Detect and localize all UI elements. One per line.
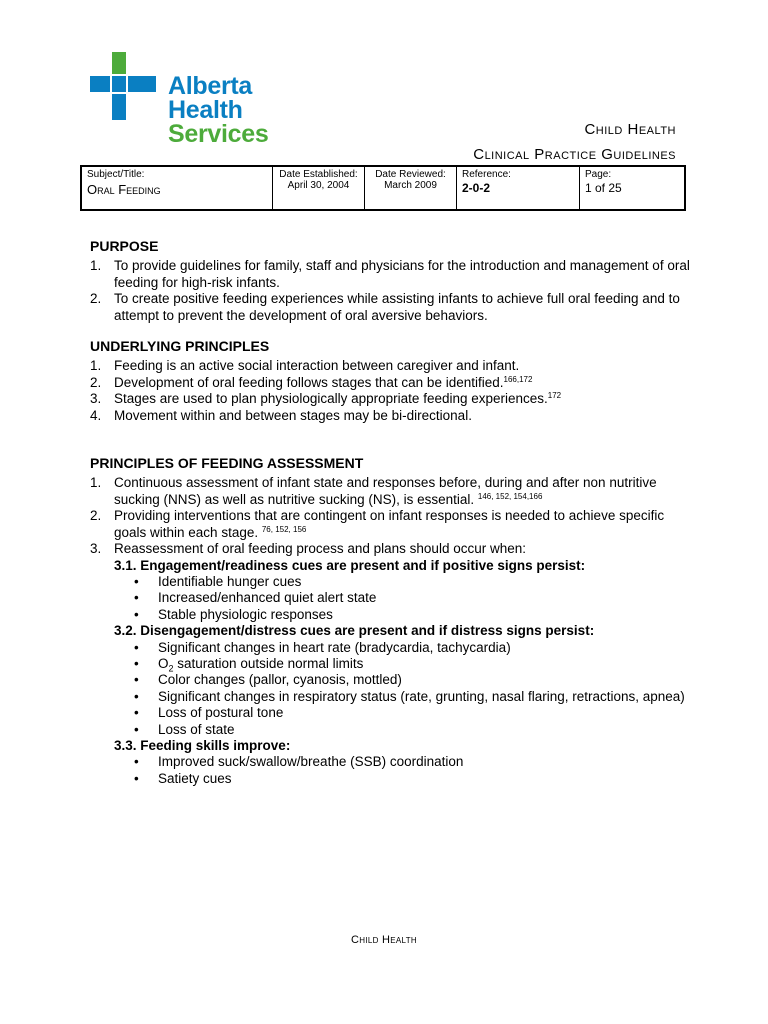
citation: 76, 152, 156 (261, 524, 307, 534)
assessment-heading: PRINCIPLES OF FEEDING ASSESSMENT (90, 455, 364, 472)
logo-wordmark (168, 74, 330, 146)
page-label: Page: (585, 169, 612, 180)
reviewed-value: March 2009 (384, 180, 437, 191)
bullet-item: • Loss of postural tone (134, 705, 690, 721)
citation: 146, 152, 154,166 (477, 491, 543, 501)
principle-item: 1. Feeding is an active social interaction between caregiver and infant. (90, 358, 520, 374)
purpose-item: 2. To create positive feeding experiences while assisting infants to achieve full oral feeding and to attempt to prevent the development of oral aversive behaviors. (90, 291, 680, 323)
bullet-item: • Identifiable hunger cues (134, 574, 690, 590)
distress-bullets (90, 640, 690, 738)
bullet-item: • Satiety cues (134, 771, 690, 787)
bullet-item: • Stable physiologic responses (134, 607, 690, 623)
bullet-item: • Improved suck/swallow/breathe (SSB) coordination (134, 754, 690, 770)
principle-item: 4. Movement within and between stages may be bi-directional. (90, 407, 472, 423)
reference-label: Reference: (462, 169, 511, 180)
logo-line-1: Alberta Health (168, 72, 253, 124)
reviewed-label: Date Reviewed: (375, 169, 446, 180)
purpose-list (90, 258, 690, 324)
header-department: Child Health (584, 121, 676, 138)
established-label: Date Established: (279, 169, 358, 180)
established-cell (273, 166, 365, 210)
subsection-skills-title: 3.3. Feeding skills improve: (114, 737, 291, 753)
assessment-item: 2. Providing interventions that are contingent on infant responses is needed to achieve specific goals within each stage. $^{76, 152, 156}$ (90, 508, 665, 540)
assessment-item: 3. Reassessment of oral feeding process and plans should occur when: (90, 541, 526, 557)
bullet-item: • Increased/enhanced quiet alert state (134, 590, 690, 606)
principles-list (90, 358, 690, 424)
principle-item: 3. Stages are used to plan physiologically appropriate feeding experiences.$^{172}$ (90, 391, 562, 407)
page-value: 1 of 25 (585, 181, 622, 195)
reference-value: 2-0-2 (462, 181, 491, 195)
citation: 166,172 (503, 374, 533, 384)
bullet-item: • $O_2$ saturation outside normal limits (134, 656, 690, 672)
reference-cell (457, 166, 580, 210)
document-info-table (80, 165, 686, 211)
citation: 172 (547, 391, 562, 401)
document-body (90, 238, 690, 787)
subsection-engagement-title: 3.1. Engagement/readiness cues are present and if positive signs persist: (114, 557, 586, 573)
principles-heading: UNDERLYING PRINCIPLES (90, 338, 270, 355)
ahs-logo (90, 52, 330, 148)
logo-line-2: Services (168, 120, 269, 148)
page-cell (580, 166, 686, 210)
bullet-item: • Color changes (pallor, cyanosis, mottled) (134, 672, 690, 688)
skills-bullets (90, 754, 690, 787)
engagement-bullets (90, 574, 690, 623)
page-footer: Child Health (351, 934, 417, 946)
subsection-distress-title: 3.2. Disengagement/distress cues are present and if distress signs persist: (114, 623, 595, 639)
subject-label: Subject/Title: (87, 169, 145, 180)
purpose-item: 1. To provide guidelines for family, staff and physicians for the introduction and management of oral feeding for high-risk infants. (90, 258, 690, 290)
bullet-item: • Loss of state (134, 722, 690, 738)
header-doc-type: Clinical Practice Guidelines (473, 146, 676, 163)
established-value: April 30, 2004 (287, 180, 350, 191)
ahs-cross-icon (90, 52, 160, 122)
subject-cell (81, 166, 273, 210)
purpose-heading: PURPOSE (90, 238, 159, 254)
assessment-list (90, 475, 690, 557)
principle-item: 2. Development of oral feeding follows stages that can be identified.$^{166,172}$ (90, 374, 533, 390)
bullet-item: • Significant changes in heart rate (bradycardia, tachycardia) (134, 640, 690, 656)
bullet-item: • Significant changes in respiratory status (rate, grunting, nasal flaring, retractions, apnea) (134, 689, 690, 705)
subject-value: Oral Feeding (87, 182, 161, 197)
reviewed-cell (365, 166, 457, 210)
assessment-item: 1. Continuous assessment of infant state and responses before, during and after non nutritive sucking (NNS) as well as nutritive sucking (NS), is essential. $^{146, 152, 154,166}$ (90, 475, 657, 507)
